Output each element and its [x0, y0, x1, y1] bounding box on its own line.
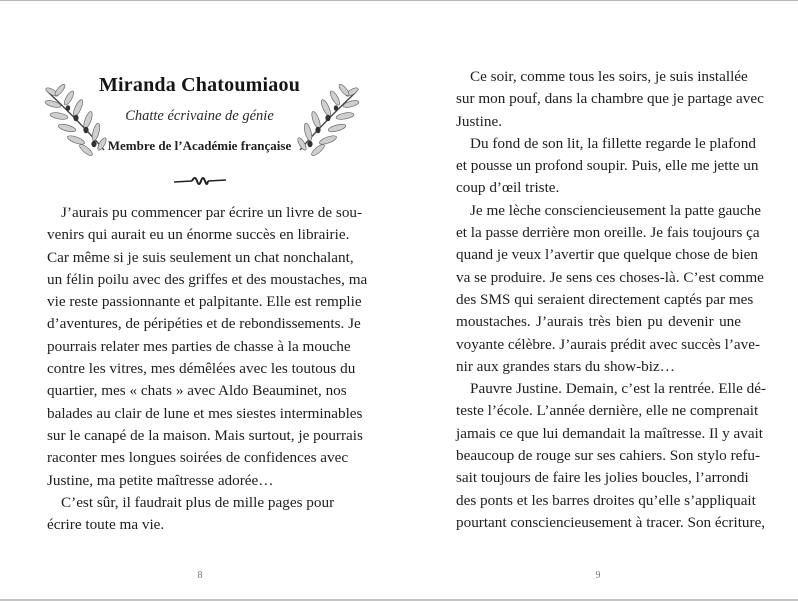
text-line: Du fond de son lit, la fillette regarde le plafond	[470, 134, 756, 152]
text-line: vie reste passionnante et palpitante. Elle est remplie	[47, 293, 362, 311]
text-line: écrire toute ma vie.	[47, 516, 165, 534]
text-line: moustaches. J’aurais très bien pu devenir une	[456, 313, 741, 331]
text-line: teste l’école. L’année dernière, elle ne comprenait	[456, 402, 759, 420]
text-line: Justine, ma petite maîtresse adorée…	[47, 471, 274, 489]
left-page-body	[47, 202, 368, 536]
text-line: et la passe derrière mon oreille. Je fais toujours ça	[456, 224, 760, 242]
text-line: nir aux grandes stars du show-biz…	[456, 357, 675, 375]
text-line: raconter mes longues soirées de confidences avec	[47, 449, 349, 467]
text-line: sait toujours de faire les jolies boucles, l’arrondi	[456, 469, 749, 487]
text-line: des ponts et les barres droites qu’elle s’appliquait	[456, 491, 756, 509]
author-subtitle: Chatte écrivaine de génie	[125, 108, 274, 124]
text-line: sur le canapé de la maison. Mais surtout, je pourrais	[47, 426, 363, 444]
text-line: J’aurais pu commencer par écrire un livre de sou-	[61, 204, 363, 221]
swash-ornament-icon	[170, 174, 230, 188]
author-title: Miranda Chatoumiaou	[98, 74, 301, 96]
text-line: Ce soir, comme tous les soirs, je suis installée	[470, 68, 748, 85]
text-line: beaucoup de rouge sur ses cahiers. Son stylo refu-	[456, 447, 761, 465]
text-line: C’est sûr, il faudrait plus de mille pages pour	[61, 493, 335, 511]
text-line: coup d’œil triste.	[456, 179, 560, 197]
text-line: jamais ce que lui demandait la maîtresse. Il y avait	[456, 424, 764, 442]
text-line: contre les vitres, mes démêlées avec les toutous du	[47, 360, 356, 378]
text-line: Car même si je suis seulement un chat nonchalant,	[47, 248, 354, 266]
author-membership: Membre de l’Académie française	[107, 138, 292, 153]
page-number: 9	[595, 570, 601, 581]
right-page-body	[456, 66, 767, 534]
text-line: d’aventures, de péripéties et de rebondissements. Je	[47, 315, 361, 333]
text-line: voyante célèbre. J’aurais prédit avec succès l’ave-	[456, 335, 761, 353]
text-line: Justine.	[456, 112, 502, 130]
right-page	[399, 0, 798, 601]
text-line: un félin poilu avec des griffes et des moustaches, ma	[47, 270, 368, 288]
text-line: des SMS qui seraient directement captés par mes	[456, 290, 754, 308]
text-line: Je me lèche consciencieusement la patte gauche	[470, 201, 761, 219]
text-line: pourtant consciencieusement à tracer. Son écriture,	[456, 513, 766, 531]
text-line: pourrais relater mes parties de chasse à la mouche	[47, 337, 351, 355]
text-line: balades au clair de lune et mes siestes interminables	[47, 404, 363, 422]
text-line: venirs qui aurait eu un énorme succès en librairie.	[47, 226, 350, 244]
text-line: sur mon pouf, dans la chambre que je partage avec	[456, 90, 764, 108]
text-line: va se produire. Je sens ces choses-là. C’est comme	[456, 268, 764, 286]
text-line: quand je veux l’avertir que quelque chose de bien	[456, 246, 758, 264]
page-number: 8	[197, 570, 203, 581]
text-line: quartier, mes « chats » avec Aldo Beauminet, nos	[47, 382, 347, 400]
text-line: Pauvre Justine. Demain, c’est la rentrée. Elle dé-	[470, 380, 767, 398]
text-line: et pousse un profond soupir. Puis, elle me jette un	[456, 157, 759, 175]
